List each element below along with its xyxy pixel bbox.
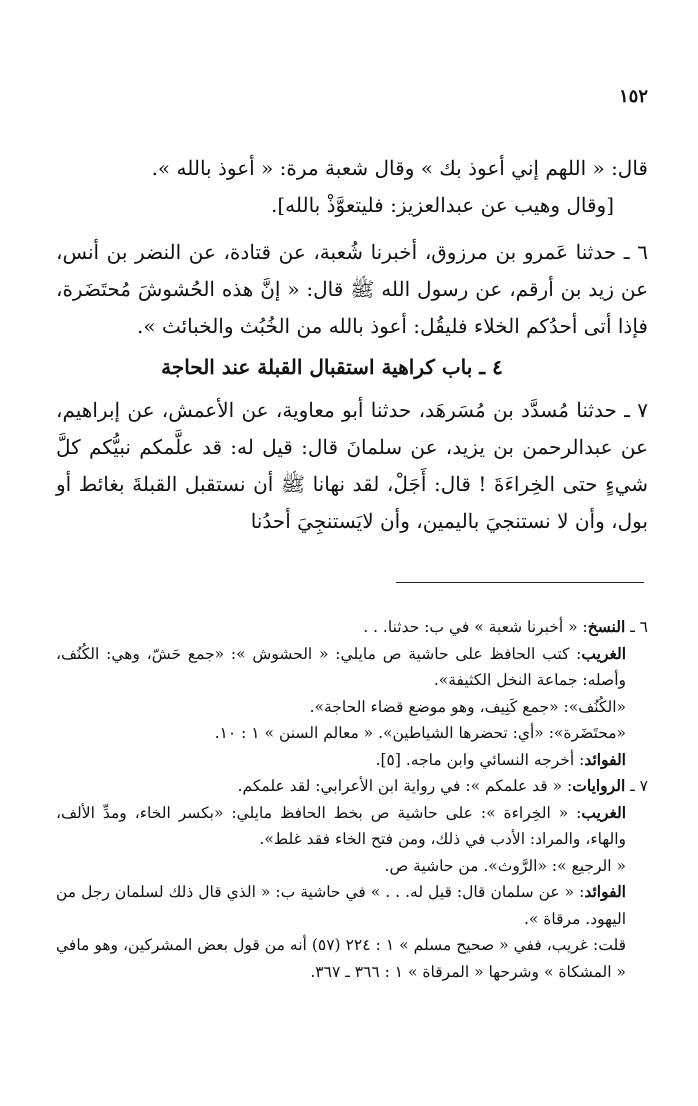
footnotes <box>56 614 648 985</box>
footnote-number: ٧ ـ <box>625 777 648 795</box>
footnote-heading: الفوائد <box>584 882 626 901</box>
footnote-heading: الفوائد <box>584 749 626 769</box>
footnote-6-fawaid <box>56 747 648 774</box>
main-text <box>56 150 648 544</box>
main-paragraph-2: [وقال وهيب عن عبدالعزيز: فليتعوَّذْ بالله]. <box>270 193 614 217</box>
footnote-6-nuskh <box>56 614 648 641</box>
footnote-text: : أخرجه النسائي وابن ماجه. [٥]. <box>375 750 585 769</box>
footnote-7-fawaid <box>56 879 648 932</box>
footnote-6-line3: «الكُنُف»: «جمع كَنِيف، وهو موضع قضاء الحاجة». <box>309 697 626 716</box>
footnote-heading: الغريب <box>581 643 626 663</box>
footnote-7-gharib <box>56 800 648 853</box>
hadith-6: ٦ ـ حدثنا عَمرو بن مرزوق، أخبرنا شُعبة، عن قتادة، عن النضر بن أنس، عن زيد بن أرقم، عن رسول الله ﷺ قال: « إنَّ هذه الحُشوشَ مُحتَضَرة، فإذا أتى أحدُكم الخلاء فليقُل: أعوذ بالله من الخُبُث والخبائث ». <box>56 240 648 338</box>
footnote-text: : كتب الحافظ على حاشية ص مايلي: « الحشوش »: «جمع حَشّ، وهي: الكُنُف، وأصله: جماعة النخل الكثيفة». <box>56 644 626 689</box>
footnote-text: : « أخبرنا شعبة » في ب: حدثنا. . . <box>363 618 588 636</box>
footnote-7-last: قلت: غريب، ففي « صحيح مسلم » ١ : ٢٢٤ (٥٧) أنه من قول بعض المشركين، وهو مافي « المشكاة » وشرحها « المرقاة » ١ : ٣٦٦ ـ ٣٦٧. <box>56 936 626 981</box>
footnote-heading: النسخ <box>587 617 626 636</box>
footnote-text: : « الخِراءة »: على حاشية ص بخط الحافظ مايلي: «بكسر الخاء، ومدِّ الألف، والهاء، والمراد: الأدب في ذلك، ومن فتح الخاء فقد غلط». <box>56 803 626 848</box>
footnote-6-line4: «محتَضَرة»: «أي: تحضرها الشياطين». « معالم السنن » ١ : ١٠. <box>214 724 626 742</box>
footnote-text: : « عن سلمان قال: قيل له. . . » في حاشية ب: « الذي قال ذلك لسلمان رجل من اليهود. مرقاة ». <box>56 883 626 928</box>
footnote-number: ٦ ـ <box>625 618 648 636</box>
footnote-6-gharib <box>56 641 648 694</box>
page-number: ١٥٢ <box>618 86 648 107</box>
main-paragraph-1: قال: « اللهم إني أعوذ بك » وقال شعبة مرة: « أعوذ بالله ». <box>151 156 648 180</box>
footnote-heading: الغريب <box>581 802 626 822</box>
footnote-7-line3: « الرجيع »: «الرَّوث». من حاشية ص. <box>384 856 626 875</box>
hadith-7: ٧ ـ حدثنا مُسدَّد بن مُسَرهَد، حدثنا أبو معاوية، عن الأعمش، عن إبراهيم، عن عبدالرحمن بن يزيد، عن سلمانَ قال: قيل له: قد علَّمكم نبيُّكم كلَّ شيءٍ حتى الخِراءَةَ ! قال: أَجَلْ، لقد نهانا ﷺ أن نستقبل القبلةَ بغائط أو بول، وأن لا نستنجيَ باليمين، وأن لايَستنجِيَ أحدُنا <box>56 398 648 533</box>
footnote-separator <box>396 582 644 583</box>
footnote-text: : « قد علمكم »: في رواية ابن الأعرابي: لقد علمكم. <box>237 777 573 795</box>
footnote-7-riwayat <box>56 773 648 800</box>
chapter-title: ٤ ـ باب كراهية استقبال القبلة عند الحاجة <box>161 355 503 379</box>
footnote-heading: الروايات <box>572 776 626 795</box>
